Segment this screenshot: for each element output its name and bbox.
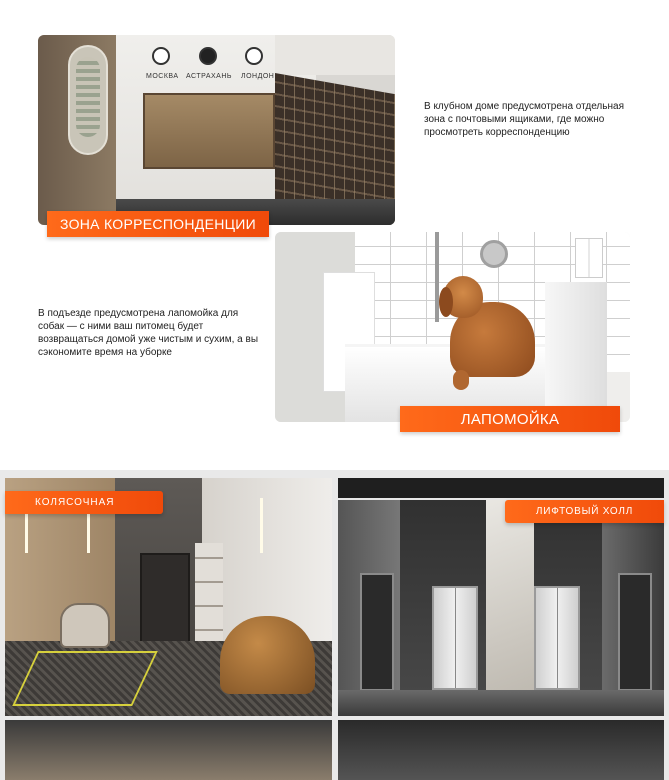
ceiling [275, 35, 395, 75]
arch-decor [68, 45, 108, 155]
tub-side-panel [545, 282, 607, 422]
ceiling [338, 478, 664, 500]
corridor-render [338, 720, 664, 780]
mail-zone-caption: В клубном доме предусмотрена отдельная зона с почтовыми ящиками, где можно просмотреть корреспонденцию [424, 101, 624, 138]
shower-pipe [435, 232, 439, 322]
mail-zone-badge: ЗОНА КОРРЕСПОНДЕНЦИИ [47, 211, 269, 237]
lift-hall-badge: ЛИФТОВЫЙ ХОЛЛ [505, 500, 664, 523]
stroller-room-badge: КОЛЯСОЧНАЯ [5, 491, 163, 514]
paw-wash-photo [275, 232, 630, 422]
marble-panel [486, 500, 534, 690]
paw-wash-badge: ЛАПОМОЙКА [400, 406, 620, 432]
side-door [618, 573, 652, 691]
floor [338, 690, 664, 716]
elevator-door [534, 586, 580, 690]
clock-icon [199, 47, 217, 65]
wood-niche [143, 93, 275, 169]
shower-fixture-icon [480, 240, 508, 268]
clock-icon [152, 47, 170, 65]
clock-label-astrakhan: АСТРАХАНЬ [186, 73, 232, 80]
wall-light [260, 498, 263, 553]
paw-wash-caption: В подъезде предусмотрена лапомойка для собак — с ними ваш питомец будет возвращаться домой уже чистым и сухим, а вы сэкономите время на уборке [38, 308, 258, 358]
elevator-door [432, 586, 478, 690]
clock-label-london: ЛОНДОН [241, 73, 275, 80]
door [140, 553, 190, 643]
clock-label-moscow: МОСКВА [146, 73, 179, 80]
shelf [195, 543, 223, 653]
dog-ear [439, 287, 453, 317]
corridor-render [5, 720, 332, 780]
stroller [60, 603, 110, 648]
clock-icon [245, 47, 263, 65]
floor-markings [12, 651, 158, 706]
dog-paw [453, 370, 469, 390]
side-door [360, 573, 394, 691]
shampoo-bottles [575, 238, 603, 278]
mail-zone-photo [38, 35, 395, 225]
stroller [220, 616, 315, 694]
